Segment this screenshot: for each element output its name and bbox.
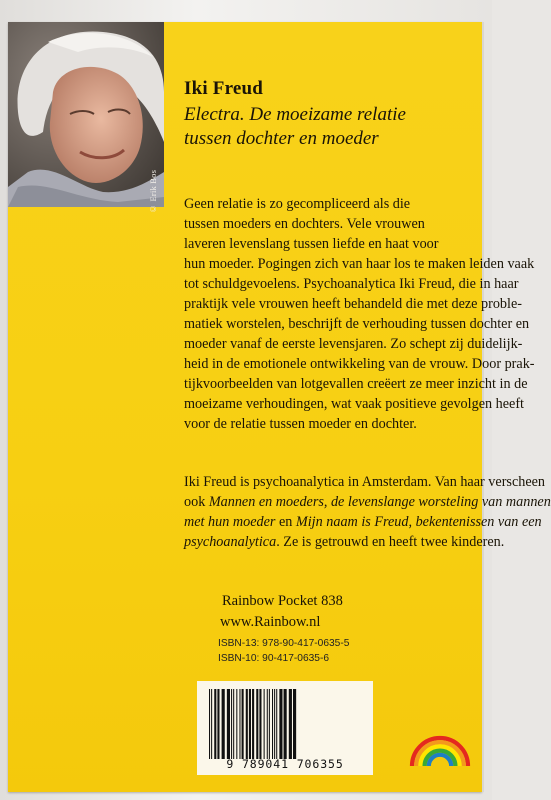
blurb-line: hun moeder. Pogingen zich van haar los te maken leiden vaak (184, 256, 535, 272)
blurb-line: tussen moeders en dochters. Vele vrouwen (184, 216, 425, 232)
barcode-bar (233, 689, 234, 759)
barcode-bar (269, 689, 270, 759)
barcode-bar (284, 689, 287, 759)
bio-line-1: Iki Freud is psychoanalytica in Amsterdam. Van haar verscheen (184, 474, 546, 490)
barcode (197, 681, 373, 775)
barcode-bar (231, 689, 232, 759)
barcode-bar (214, 689, 216, 759)
author-photo (8, 22, 164, 207)
blurb-line: Geen relatie is zo gecompliceerd als die (184, 196, 411, 212)
barcode-bar (209, 689, 210, 759)
barcode-digits: 9 789041 706355 (226, 757, 344, 771)
bio-line-4 (184, 532, 504, 552)
blurb-line: laveren levenslang tussen liefde en haat voor (184, 236, 439, 252)
barcode-bar (276, 689, 277, 759)
barcode-bar (236, 689, 237, 759)
barcode-bar (289, 689, 292, 759)
barcode-bar (249, 689, 251, 759)
barcode-bar (256, 689, 258, 759)
photo-credit: © Erik Bos (148, 169, 158, 214)
blurb-line: moeizame verhoudingen, wat vaak positieve gevolgen heeft (184, 396, 524, 412)
blurb-line: voor de relatie tussen moeder en dochter. (184, 416, 417, 432)
blurb-paragraph (184, 194, 535, 434)
blurb-line: heid in de emotionele ontwikkeling van de vrouw. Door prak- (184, 356, 535, 372)
book-back-cover (8, 22, 551, 792)
barcode-bar (211, 689, 212, 759)
barcode-bar (279, 689, 282, 759)
barcode-bar (246, 689, 248, 759)
barcode-bar (267, 689, 268, 759)
author-name: Iki Freud (184, 78, 264, 99)
barcode-bar (259, 689, 261, 759)
bio-book-title: Mannen en moeders, de levenslange worsteling van mannen (208, 494, 551, 510)
bio-text: en (275, 514, 296, 530)
bio-text: . Ze is getrouwd en heeft twee kinderen. (276, 534, 505, 550)
bio-book-title: met hun moeder (184, 514, 276, 530)
rainbow-logo-icon (410, 722, 470, 768)
barcode-bar (293, 689, 296, 759)
barcode-bar (252, 689, 254, 759)
book-title-line-2: tussen dochter en moeder (184, 128, 379, 149)
isbn-13: ISBN-13: 978-90-417-0635-5 (218, 638, 350, 649)
barcode-bars (207, 689, 363, 759)
bio-line-3 (184, 512, 542, 532)
book-title-line-1: Electra. De moeizame relatie (184, 104, 406, 125)
rainbow-arc (429, 755, 451, 766)
blurb-line: praktijk vele vrouwen heeft behandeld die met deze proble- (184, 296, 522, 312)
bio-line-2 (184, 492, 551, 512)
bio-book-title: psychoanalytica (184, 534, 277, 550)
blurb-line: tijkvoorbeelden van lotgevallen creëert ze meer inzicht in de (184, 376, 528, 392)
publisher-series: Rainbow Pocket 838 (222, 593, 343, 609)
publisher-website: www.Rainbow.nl (220, 614, 321, 630)
blurb-line: matiek worstelen, beschrijft de verhouding tussen dochter en (184, 316, 530, 332)
barcode-bar (217, 689, 219, 759)
bio-text: ook (184, 494, 209, 510)
barcode-bar (272, 689, 273, 759)
barcode-bar (227, 689, 230, 759)
isbn-10: ISBN-10: 90-417-0635-6 (218, 653, 329, 664)
barcode-bar (222, 689, 225, 759)
barcode-bar (239, 689, 240, 759)
blurb-line: moeder vanaf de eerste levensjaren. Zo schept zij duidelijk- (184, 336, 523, 352)
barcode-bar (264, 689, 265, 759)
barcode-bar (242, 689, 244, 759)
bio-book-title: Mijn naam is Freud, bekentenissen van een (295, 514, 542, 530)
barcode-bar (274, 689, 275, 759)
blurb-line: tot schuldgevoelens. Psychoanalytica Iki Freud, die in haar (184, 276, 519, 292)
